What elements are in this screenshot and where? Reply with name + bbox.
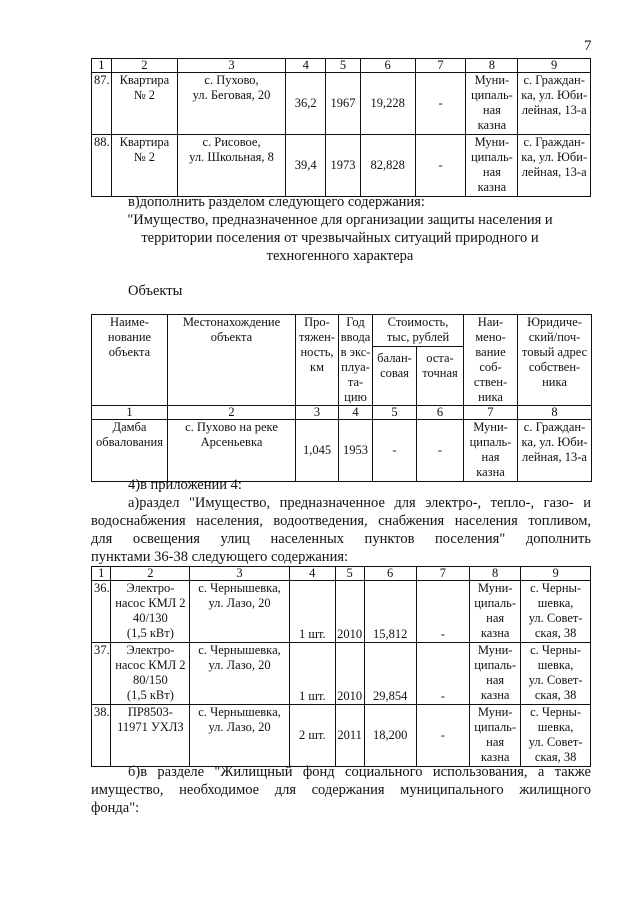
location: с. Чернышевка, ул. Лазо, 20 bbox=[190, 643, 289, 705]
row-number: 38. bbox=[92, 705, 111, 767]
row-number: 37. bbox=[92, 643, 111, 705]
row-number: 88. bbox=[92, 135, 112, 197]
header-residual: оста- точная bbox=[417, 346, 464, 405]
table-row bbox=[92, 581, 591, 643]
cost: 19,228 bbox=[360, 73, 415, 135]
paragraph-a: а)раздел "Имущество, предназначенное для электро-, тепло-, газо- и водоснабжения населения, водоотведения, снабжения населения топливом, для освещения улиц населенных пунктов поселения" дополнить пунктами 36-38 следующего содержания: bbox=[91, 495, 591, 565]
table-row bbox=[92, 135, 591, 197]
location: с. Чернышевка, ул. Лазо, 20 bbox=[190, 581, 289, 643]
residual-cost: - bbox=[417, 420, 464, 482]
owner: Муни- ципаль- ная казна bbox=[466, 135, 518, 197]
owner: Муни- ципаль- ная казна bbox=[470, 581, 521, 643]
year: 1953 bbox=[339, 420, 373, 482]
address: с. Граждан- ка, ул. Юби- лейная, 13-а bbox=[518, 135, 591, 197]
year: 2010 bbox=[335, 643, 364, 705]
owner: Муни- ципаль- ная казна bbox=[470, 705, 521, 767]
paragraph-b: б)в разделе "Жилищный фонд социального использования, а также имущество, необходимое для содержания муниципального жилищного фонда": bbox=[91, 764, 591, 816]
table-row bbox=[92, 420, 592, 482]
address: с. Черны- шевка, ул. Совет- ская, 38 bbox=[521, 581, 591, 643]
header-name: Наиме- нование объекта bbox=[92, 315, 168, 406]
quantity: 1 шт. bbox=[289, 643, 335, 705]
residual: - bbox=[416, 643, 469, 705]
property-table-1 bbox=[91, 58, 591, 197]
owner: Муни- ципаль- ная казна bbox=[466, 73, 518, 135]
header-length: Про- тяжен- ность, км bbox=[296, 315, 339, 406]
cost: 15,812 bbox=[364, 581, 416, 643]
address: с. Граждан- ка, ул. Юби- лейная, 13-а bbox=[518, 73, 591, 135]
owner: Муни- ципаль- ная казна bbox=[464, 420, 518, 482]
header-address: Юридиче- ский/поч- товый адрес собствен- ника bbox=[518, 315, 592, 406]
year: 1967 bbox=[326, 73, 360, 135]
header-cost-group: Стоимость, тыс, рублей bbox=[373, 315, 464, 347]
page-number: 7 bbox=[584, 38, 592, 54]
owner: Муни- ципаль- ная казна bbox=[470, 643, 521, 705]
property-table-3 bbox=[91, 566, 591, 767]
object-name: Электро- насос КМЛ 2 80/150 (1,5 кВт) bbox=[111, 643, 190, 705]
column-number-row: 1 2 3 4 5 6 7 8 9 bbox=[92, 567, 591, 581]
section-heading: "Имущество, предназначенное для организации защиты населения и территории поселения от чрезвычайных ситуаций природного и техногенного характера bbox=[127, 212, 553, 264]
object-name: Электро- насос КМЛ 2 40/130 (1,5 кВт) bbox=[111, 581, 190, 643]
object-name: Дамба обвалования bbox=[92, 420, 168, 482]
residual: - bbox=[416, 705, 469, 767]
balance-cost: - bbox=[373, 420, 417, 482]
object-name: Квартира № 2 bbox=[111, 73, 177, 135]
address: с. Черны- шевка, ул. Совет- ская, 38 bbox=[521, 705, 591, 767]
year: 1973 bbox=[326, 135, 360, 197]
object-name: Квартира № 2 bbox=[111, 135, 177, 197]
year: 2010 bbox=[335, 581, 364, 643]
header-owner: Наи- мено- вание соб- ствен- ника bbox=[464, 315, 518, 406]
cost: 18,200 bbox=[364, 705, 416, 767]
area: 36,2 bbox=[285, 73, 325, 135]
quantity: 2 шт. bbox=[289, 705, 335, 767]
address: с. Граждан- ка, ул. Юби- лейная, 13-а bbox=[518, 420, 592, 482]
column-number-row: 1 2 3 4 5 6 7 8 9 bbox=[92, 59, 591, 73]
column-number-row: 1 2 3 4 5 6 7 8 bbox=[92, 406, 592, 420]
header-year: Год ввода в экс- плуа- та- цию bbox=[339, 315, 373, 406]
area: 39,4 bbox=[285, 135, 325, 197]
objects-table bbox=[91, 314, 592, 482]
location: с. Пухово, ул. Беговая, 20 bbox=[178, 73, 286, 135]
location: с. Пухово на реке Арсеньевка bbox=[168, 420, 296, 482]
quantity: 1 шт. bbox=[289, 581, 335, 643]
residual: - bbox=[415, 135, 466, 197]
text-v: в)дополнить разделом следующего содержания: bbox=[128, 194, 425, 210]
objects-label: Объекты bbox=[128, 283, 183, 299]
table-row bbox=[92, 73, 591, 135]
length: 1,045 bbox=[296, 420, 339, 482]
residual: - bbox=[416, 581, 469, 643]
cost: 29,854 bbox=[364, 643, 416, 705]
year: 2011 bbox=[335, 705, 364, 767]
row-number: 36. bbox=[92, 581, 111, 643]
text-4: 4)в приложении 4: bbox=[128, 477, 242, 493]
header-location: Местонахождение объекта bbox=[168, 315, 296, 406]
residual: - bbox=[415, 73, 466, 135]
location: с. Чернышевка, ул. Лазо, 20 bbox=[190, 705, 289, 767]
header-row bbox=[92, 315, 592, 347]
location: с. Рисовое, ул. Школьная, 8 bbox=[178, 135, 286, 197]
table-row bbox=[92, 705, 591, 767]
cost: 82,828 bbox=[360, 135, 415, 197]
header-balance: балан- совая bbox=[373, 346, 417, 405]
address: с. Черны- шевка, ул. Совет- ская, 38 bbox=[521, 643, 591, 705]
row-number: 87. bbox=[92, 73, 112, 135]
object-name: ПР8503- 11971 УХЛЗ bbox=[111, 705, 190, 767]
table-row bbox=[92, 643, 591, 705]
